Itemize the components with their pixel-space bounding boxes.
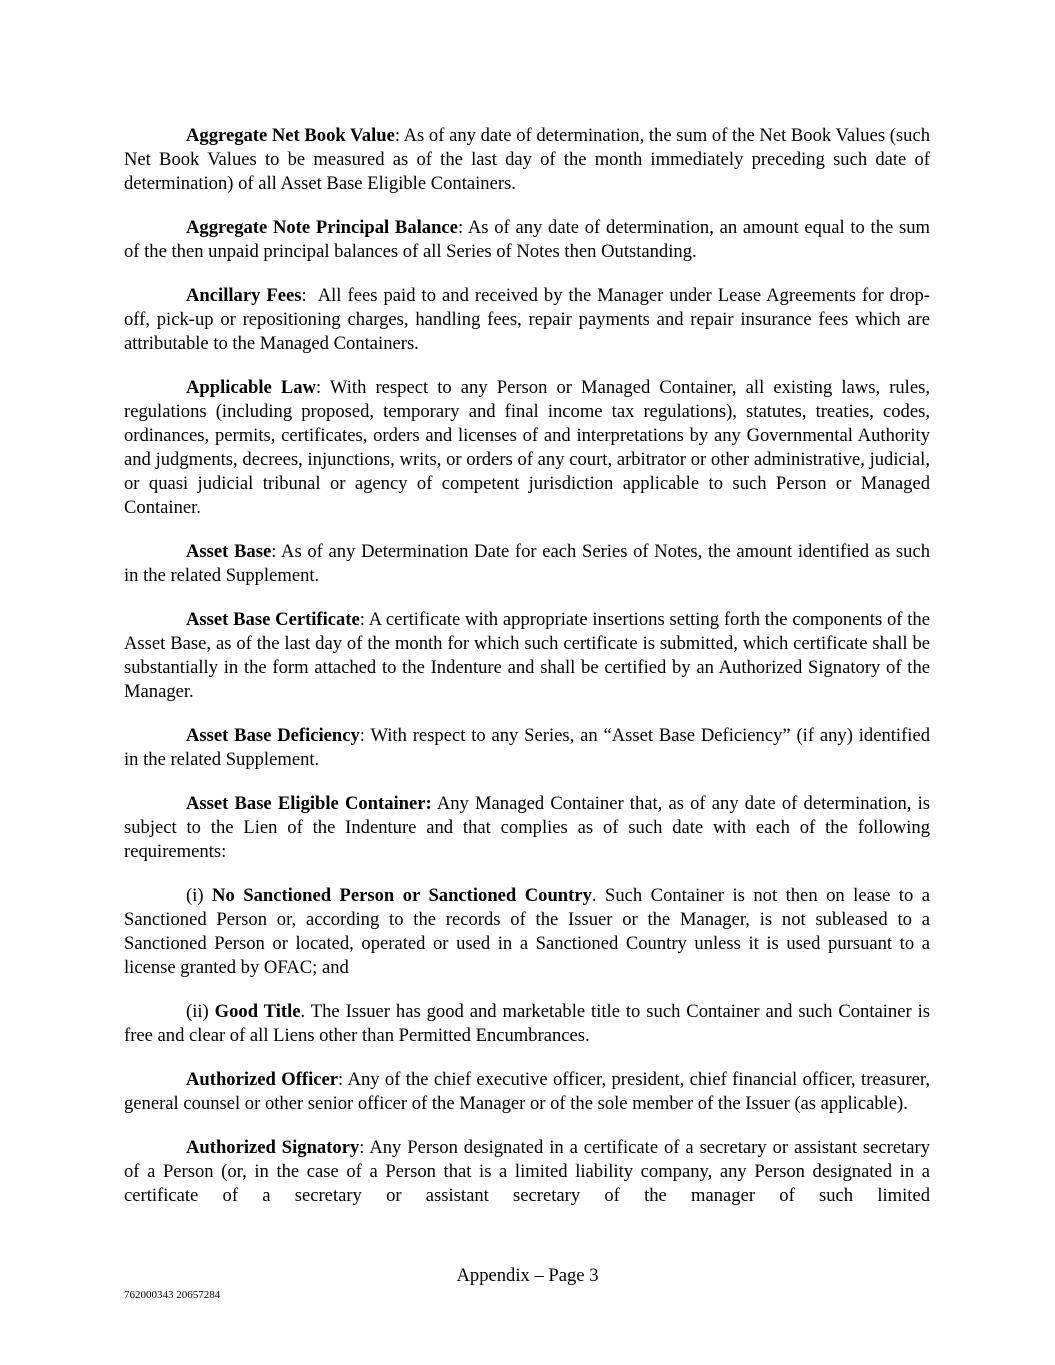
definition-asset-base-deficiency: Asset Base Deficiency: With respect to any Series, an “Asset Base Deficiency” (if any) identified in the related Supplement.: [124, 725, 930, 770]
definition-applicable-law: Applicable Law: With respect to any Person or Managed Container, all existing laws, rules, regulations (including proposed, temporary and final income tax regulations), statutes, treaties, codes, ordinances, permits, certificates, orders and licenses of and interpretations by any Governmental Authority and judgments, decrees, injunctions, writs, or orders of any court, arbitrator or other administrative, judicial, or quasi judicial tribunal or agency of competent jurisdiction applicable to such Person or Managed Container.: [124, 377, 930, 518]
requirement-prefix: (i): [186, 885, 213, 906]
definition-term: Authorized Signatory: [186, 1137, 360, 1158]
definition-term: Aggregate Note Principal Balance: [186, 217, 458, 238]
requirement-term: No Sanctioned Person or Sanctioned Country: [212, 885, 592, 906]
definition-term: Asset Base Certificate: [186, 609, 360, 630]
definition-term: Ancillary Fees: [186, 285, 302, 306]
definition-term: Applicable Law: [186, 377, 316, 398]
definition-asset-base: Asset Base: As of any Determination Date for each Series of Notes, the amount identified as such in the related Supplement.: [124, 541, 930, 586]
definition-term: Asset Base Eligible Container:: [186, 793, 432, 814]
definition-term: Asset Base Deficiency: [186, 725, 360, 746]
requirement-term: Good Title: [214, 1001, 301, 1022]
definition-text: Any of the chief executive officer, president, chief financial officer, treasurer, general counsel or other senior officer of the Manager or of the sole member of the Issuer (as applicable).: [124, 1069, 930, 1114]
definition-ancillary-fees: Ancillary Fees: All fees paid to and received by the Manager under Lease Agreements for drop-off, pick-up or repositioning charges, handling fees, repair payments and repair insurance fees which are attributable to the Managed Containers.: [124, 285, 935, 354]
page-footer-label: Appendix – Page 3: [456, 1265, 599, 1286]
requirement-prefix: (ii): [186, 1001, 215, 1022]
document-id: 762000343 20657284: [124, 1289, 221, 1301]
definition-text: As of any date of determination, an amount equal to the sum of the then unpaid principal balances of all Series of Notes then Outstanding.: [124, 217, 930, 262]
definition-text: Any Managed Container that, as of any date of determination, is subject to the Lien of the Indenture and that complies as of such date with each of the following requirements:: [124, 793, 930, 862]
definition-text: As of any date of determination, the sum of the Net Book Values (such Net Book Values to be measured as of the last day of the month immediately preceding such date of determination) of all Asset Base Eligible Containers.: [124, 125, 930, 194]
definition-term: Asset Base: [186, 541, 272, 562]
definition-text: With respect to any Person or Managed Container, all existing laws, rules, regulations (including proposed, temporary and final income tax regulations), statutes, treaties, codes, ordinances, permits, certificates, orders and licenses of and interpretations by any Governmental Authority and judgments, decrees, injunctions, writs, or orders of any court, arbitrator or other administrative, judicial, or quasi judicial tribunal or agency of competent jurisdiction applicable to such Person or Managed Container.: [124, 377, 930, 518]
definition-authorized-signatory: Authorized Signatory: Any Person designated in a certificate of a secretary or assistant secretary of a Person (or, in the case of a Person that is a limited liability company, any Person designated in a certificate of a secretary or assistant secretary of the manager of such limited: [124, 1137, 930, 1206]
definition-text: Any Person designated in a certificate of a secretary or assistant secretary of a Person (or, in the case of a Person that is a limited liability company, any Person designated in a certificate of a secretary or assistant secretary of the manager of such limited: [124, 1137, 930, 1206]
definition-text: All fees paid to and received by the Manager under Lease Agreements for drop-off, pick-up or repositioning charges, handling fees, repair payments and repair insurance fees which are attributable to the Managed Containers.: [124, 285, 935, 354]
definition-asset-base-eligible-container: [124, 792, 930, 864]
requirement-text: . The Issuer has good and marketable title to such Container and such Container is free and clear of all Liens other than Permitted Encumbrances.: [124, 1001, 930, 1046]
document-body: [124, 124, 935, 1228]
definition-text: With respect to any Series, an “Asset Base Deficiency” (if any) identified in the related Supplement.: [124, 725, 930, 770]
definition-aggregate-net-book-value: Aggregate Net Book Value: As of any date of determination, the sum of the Net Book Values (such Net Book Values to be measured as of the last day of the month immediately preceding such date of determination) of all Asset Base Eligible Containers.: [124, 125, 930, 194]
definition-text: A certificate with appropriate insertions setting forth the components of the Asset Base, as of the last day of the month for which such certificate is submitted, which certificate shall be substantially in the form attached to the Indenture and shall be certified by an Authorized Signatory of the Manager.: [124, 609, 930, 702]
requirement-no-sanctioned-person: [124, 884, 930, 980]
definition-aggregate-note-principal-balance: Aggregate Note Principal Balance: As of any date of determination, an amount equal to the sum of the then unpaid principal balances of all Series of Notes then Outstanding.: [124, 217, 930, 262]
requirement-good-title: [124, 1000, 930, 1048]
definition-term: Aggregate Net Book Value: [186, 125, 395, 146]
definition-term: Authorized Officer: [186, 1069, 339, 1090]
requirement-text: . Such Container is not then on lease to a Sanctioned Person or, according to the records of the Issuer or the Manager, is not subleased to a Sanctioned Person or located, operated or used in a Sanctioned Country unless it is used pursuant to a license granted by OFAC; and: [124, 885, 930, 978]
definition-authorized-officer: Authorized Officer: Any of the chief executive officer, president, chief financial officer, treasurer, general counsel or other senior officer of the Manager or of the sole member of the Issuer (as applicable).: [124, 1069, 930, 1114]
definition-asset-base-certificate: Asset Base Certificate: A certificate with appropriate insertions setting forth the components of the Asset Base, as of the last day of the month for which such certificate is submitted, which certificate shall be substantially in the form attached to the Indenture and shall be certified by an Authorized Signatory of the Manager.: [124, 609, 930, 702]
definition-text: As of any Determination Date for each Series of Notes, the amount identified as such in the related Supplement.: [124, 541, 930, 586]
